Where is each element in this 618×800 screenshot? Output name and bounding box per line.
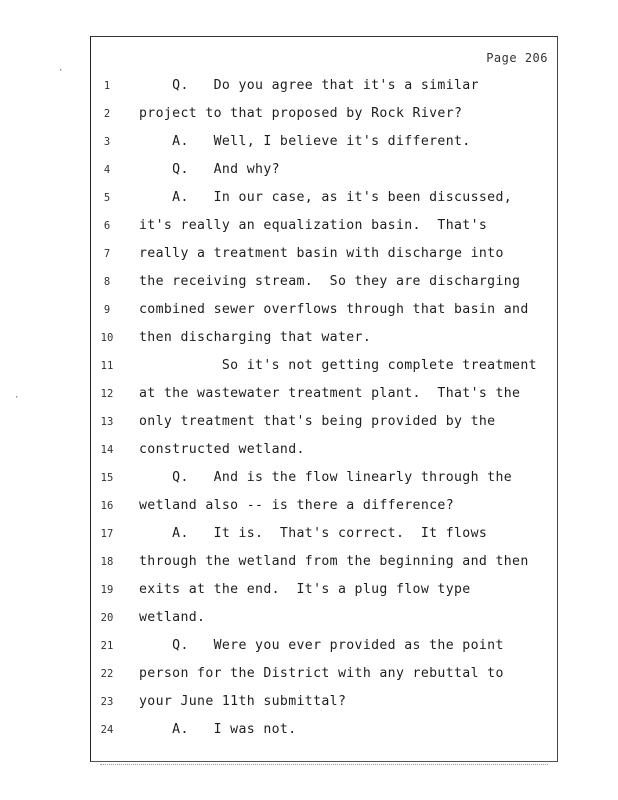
transcript-line — [0, 524, 618, 544]
line-text: through the wetland from the beginning and then — [139, 554, 529, 569]
transcript-line — [0, 608, 618, 628]
line-text: it's really an equalization basin. That's — [139, 218, 488, 233]
line-text: Q. And why? — [139, 162, 280, 177]
line-text: combined sewer overflows through that basin and — [139, 302, 529, 317]
line-number: 12 — [100, 388, 114, 400]
line-number: 6 — [103, 220, 111, 232]
line-number: 24 — [100, 724, 114, 736]
line-text: the receiving stream. So they are discharging — [139, 274, 521, 289]
line-text: Q. Were you ever provided as the point — [139, 638, 504, 653]
line-number: 4 — [103, 164, 111, 176]
transcript-line — [0, 216, 618, 236]
line-number: 3 — [103, 136, 111, 148]
transcript-line — [0, 664, 618, 684]
line-number: 11 — [100, 360, 114, 372]
transcript-line — [0, 636, 618, 656]
transcript-line — [0, 160, 618, 180]
transcript-line — [0, 580, 618, 600]
transcript-line — [0, 720, 618, 740]
line-text: So it's not getting complete treatment — [139, 358, 537, 373]
transcript-line — [0, 272, 618, 292]
line-number: 21 — [100, 640, 114, 652]
line-text: wetland also -- is there a difference? — [139, 498, 455, 513]
line-text: at the wastewater treatment plant. That's the — [139, 386, 521, 401]
line-number: 20 — [100, 612, 114, 624]
line-text: A. Well, I believe it's different. — [139, 134, 471, 149]
line-number: 17 — [100, 528, 114, 540]
transcript-line — [0, 496, 618, 516]
transcript-line — [0, 468, 618, 488]
line-number: 8 — [103, 276, 111, 288]
transcript-line — [0, 412, 618, 432]
line-number: 22 — [100, 668, 114, 680]
line-text: exits at the end. It's a plug flow type — [139, 582, 471, 597]
line-text: A. It is. That's correct. It flows — [139, 526, 488, 541]
line-text: only treatment that's being provided by the — [139, 414, 496, 429]
transcript-line — [0, 132, 618, 152]
transcript-line — [0, 384, 618, 404]
page-number: Page 206 — [486, 51, 548, 65]
transcript-line — [0, 328, 618, 348]
line-text: Q. Do you agree that it's a similar — [139, 78, 479, 93]
transcript-line — [0, 188, 618, 208]
line-number: 5 — [103, 192, 111, 204]
line-number: 13 — [100, 416, 114, 428]
transcript-line — [0, 244, 618, 264]
line-number: 19 — [100, 584, 114, 596]
line-text: then discharging that water. — [139, 330, 372, 345]
line-number: 18 — [100, 556, 114, 568]
transcript-line — [0, 104, 618, 124]
line-number: 9 — [103, 304, 111, 316]
transcript-line — [0, 76, 618, 96]
transcript-line — [0, 356, 618, 376]
line-text: Q. And is the flow linearly through the — [139, 470, 513, 485]
line-text: really a treatment basin with discharge into — [139, 246, 504, 261]
margin-mark: · — [58, 66, 64, 76]
line-number: 10 — [100, 332, 114, 344]
line-number: 2 — [103, 108, 111, 120]
line-number: 15 — [100, 472, 114, 484]
scan-artifact-line — [100, 764, 548, 765]
line-text: project to that proposed by Rock River? — [139, 106, 463, 121]
line-text: constructed wetland. — [139, 442, 305, 457]
transcript-line — [0, 300, 618, 320]
line-text: A. In our case, as it's been discussed, — [139, 190, 513, 205]
line-text: A. I was not. — [139, 722, 297, 737]
line-number: 16 — [100, 500, 114, 512]
line-number: 14 — [100, 444, 114, 456]
line-text: your June 11th submittal? — [139, 694, 347, 709]
line-number: 7 — [103, 248, 111, 260]
line-text: person for the District with any rebuttal to — [139, 666, 504, 681]
transcript-line — [0, 692, 618, 712]
line-text: wetland. — [139, 610, 206, 625]
margin-mark: · — [14, 393, 20, 403]
line-number: 1 — [103, 80, 111, 92]
transcript-line — [0, 552, 618, 572]
transcript-line — [0, 440, 618, 460]
line-number: 23 — [100, 696, 114, 708]
